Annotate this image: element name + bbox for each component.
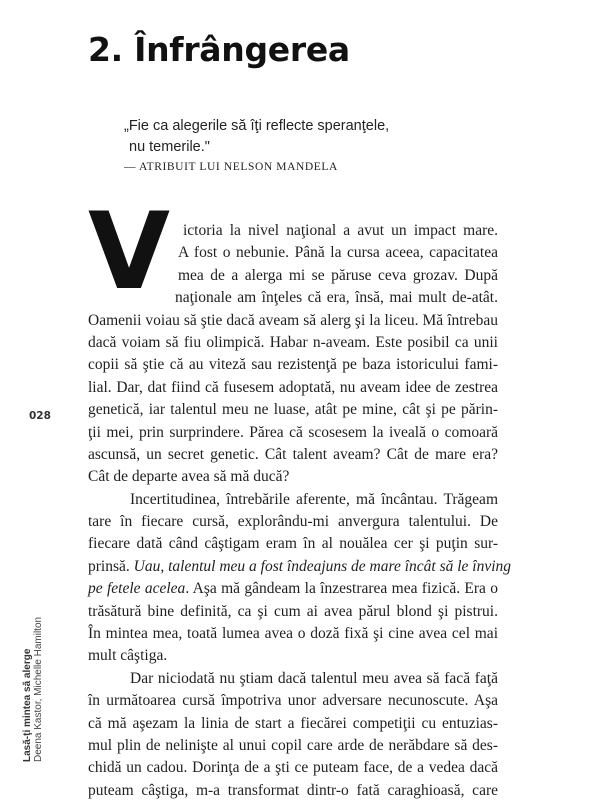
italic-fragment: Uau, talentul meu a fost îndeajuns de mare încât să le înving — [133, 557, 512, 575]
text-fragment: . Aşa mă gândeam la înzestrarea mea fizică. Era o — [185, 580, 499, 598]
text-line: naţionale am înţeles că era, însă, mai mult de-atât. — [175, 289, 498, 307]
text-line: în următoarea cursă împotriva unor adversare necunoscute. Aşa — [88, 692, 498, 710]
text-line: Incertitudinea, întrebările aferente, mă încântau. Trăgeam — [130, 490, 498, 508]
text-line: mul plin de nelinişte al unui copil care arde de nerăbdare să des- — [88, 736, 498, 754]
text-line: Cât de departe avea să mă ducă? — [88, 468, 290, 486]
text-line: A fost o nebunie. Până la cursa aceea, capacitatea — [178, 244, 498, 262]
epigraph-quote-line: „Fie ca alegerile să îţi reflecte speranţele, — [124, 118, 390, 134]
epigraph-attribution: — ATRIBUIT LUI NELSON MANDELA — [124, 161, 338, 173]
text-line: tare în fiecare cursă, explorându-mi anvergura talentului. De — [88, 513, 498, 531]
text-line: copii să ştie că au viteză sau rezistenţă pe baza istoricului fami- — [88, 356, 498, 374]
text-line — [88, 556, 512, 578]
text-line: fiecare dată când câştigam eram în al nouălea cer şi puţin sur- — [88, 535, 498, 553]
text-line: ţii mei, prin surprindere. Părea că scosesem la iveală o comoară — [88, 423, 498, 441]
italic-fragment: pe fetele acelea — [88, 580, 186, 598]
text-line: genetică, iar talentul meu ne luase, atât pe mine, cât şi pe părin- — [88, 401, 498, 419]
text-line — [88, 578, 498, 600]
epigraph-quote-line: nu temerile." — [129, 139, 210, 155]
text-line: ascunsă, un secret genetic. Cât talent aveam? Cât de mare era? — [88, 445, 498, 463]
epigraph — [124, 116, 444, 173]
text-line: mea de a alerga mi se păruse ceva grozav. După — [178, 266, 498, 284]
drop-cap: V — [88, 190, 171, 313]
text-line: chidă un cadou. Dorinţa de a şti ce puteam face, de a vedea dacă — [88, 759, 498, 777]
running-head — [22, 617, 44, 762]
text-line: În mintea mea, toată lumea avea o doză fixă şi cine avea cel mai — [88, 625, 498, 643]
epigraph-quote — [124, 116, 444, 158]
text-fragment: prinsă. — [88, 557, 134, 575]
chapter-title: 2. Înfrângerea — [88, 30, 350, 69]
body-text — [88, 220, 512, 802]
book-title: Lasă-ţi mintea să alerge — [22, 648, 33, 762]
text-line: trăsătură bine definită, ca şi cum ai avea părul blond şi pistrui. — [88, 602, 498, 620]
text-line: Dar niciodată nu ştiam dacă talentul meu avea să facă faţă — [130, 669, 498, 687]
text-line: puteam câştiga, m-a transformat dintr-o fată caraghioasă, care — [88, 781, 498, 799]
text-line: lial. Dar, dat fiind că fusesem adoptată, nu aveam idee de zestrea — [88, 378, 498, 396]
page-number: 028 — [29, 410, 51, 422]
text-line: că mă aşezam la linia de start a fiecărei competiţii cu entuzias- — [88, 714, 498, 732]
text-line: ictoria la nivel naţional a avut un impact mare. — [183, 222, 498, 239]
text-line: dacă voiam să fiu olimpică. Habar n-aveam. Este posibil ca unii — [88, 333, 498, 351]
book-authors: Deena Kastor, Michelle Hamilton — [33, 616, 44, 762]
text-line: Oamenii voiau să ştie dacă aveam să alerg şi la liceu. Mă întrebau — [88, 311, 498, 329]
text-line: mult câştiga. — [88, 647, 168, 665]
